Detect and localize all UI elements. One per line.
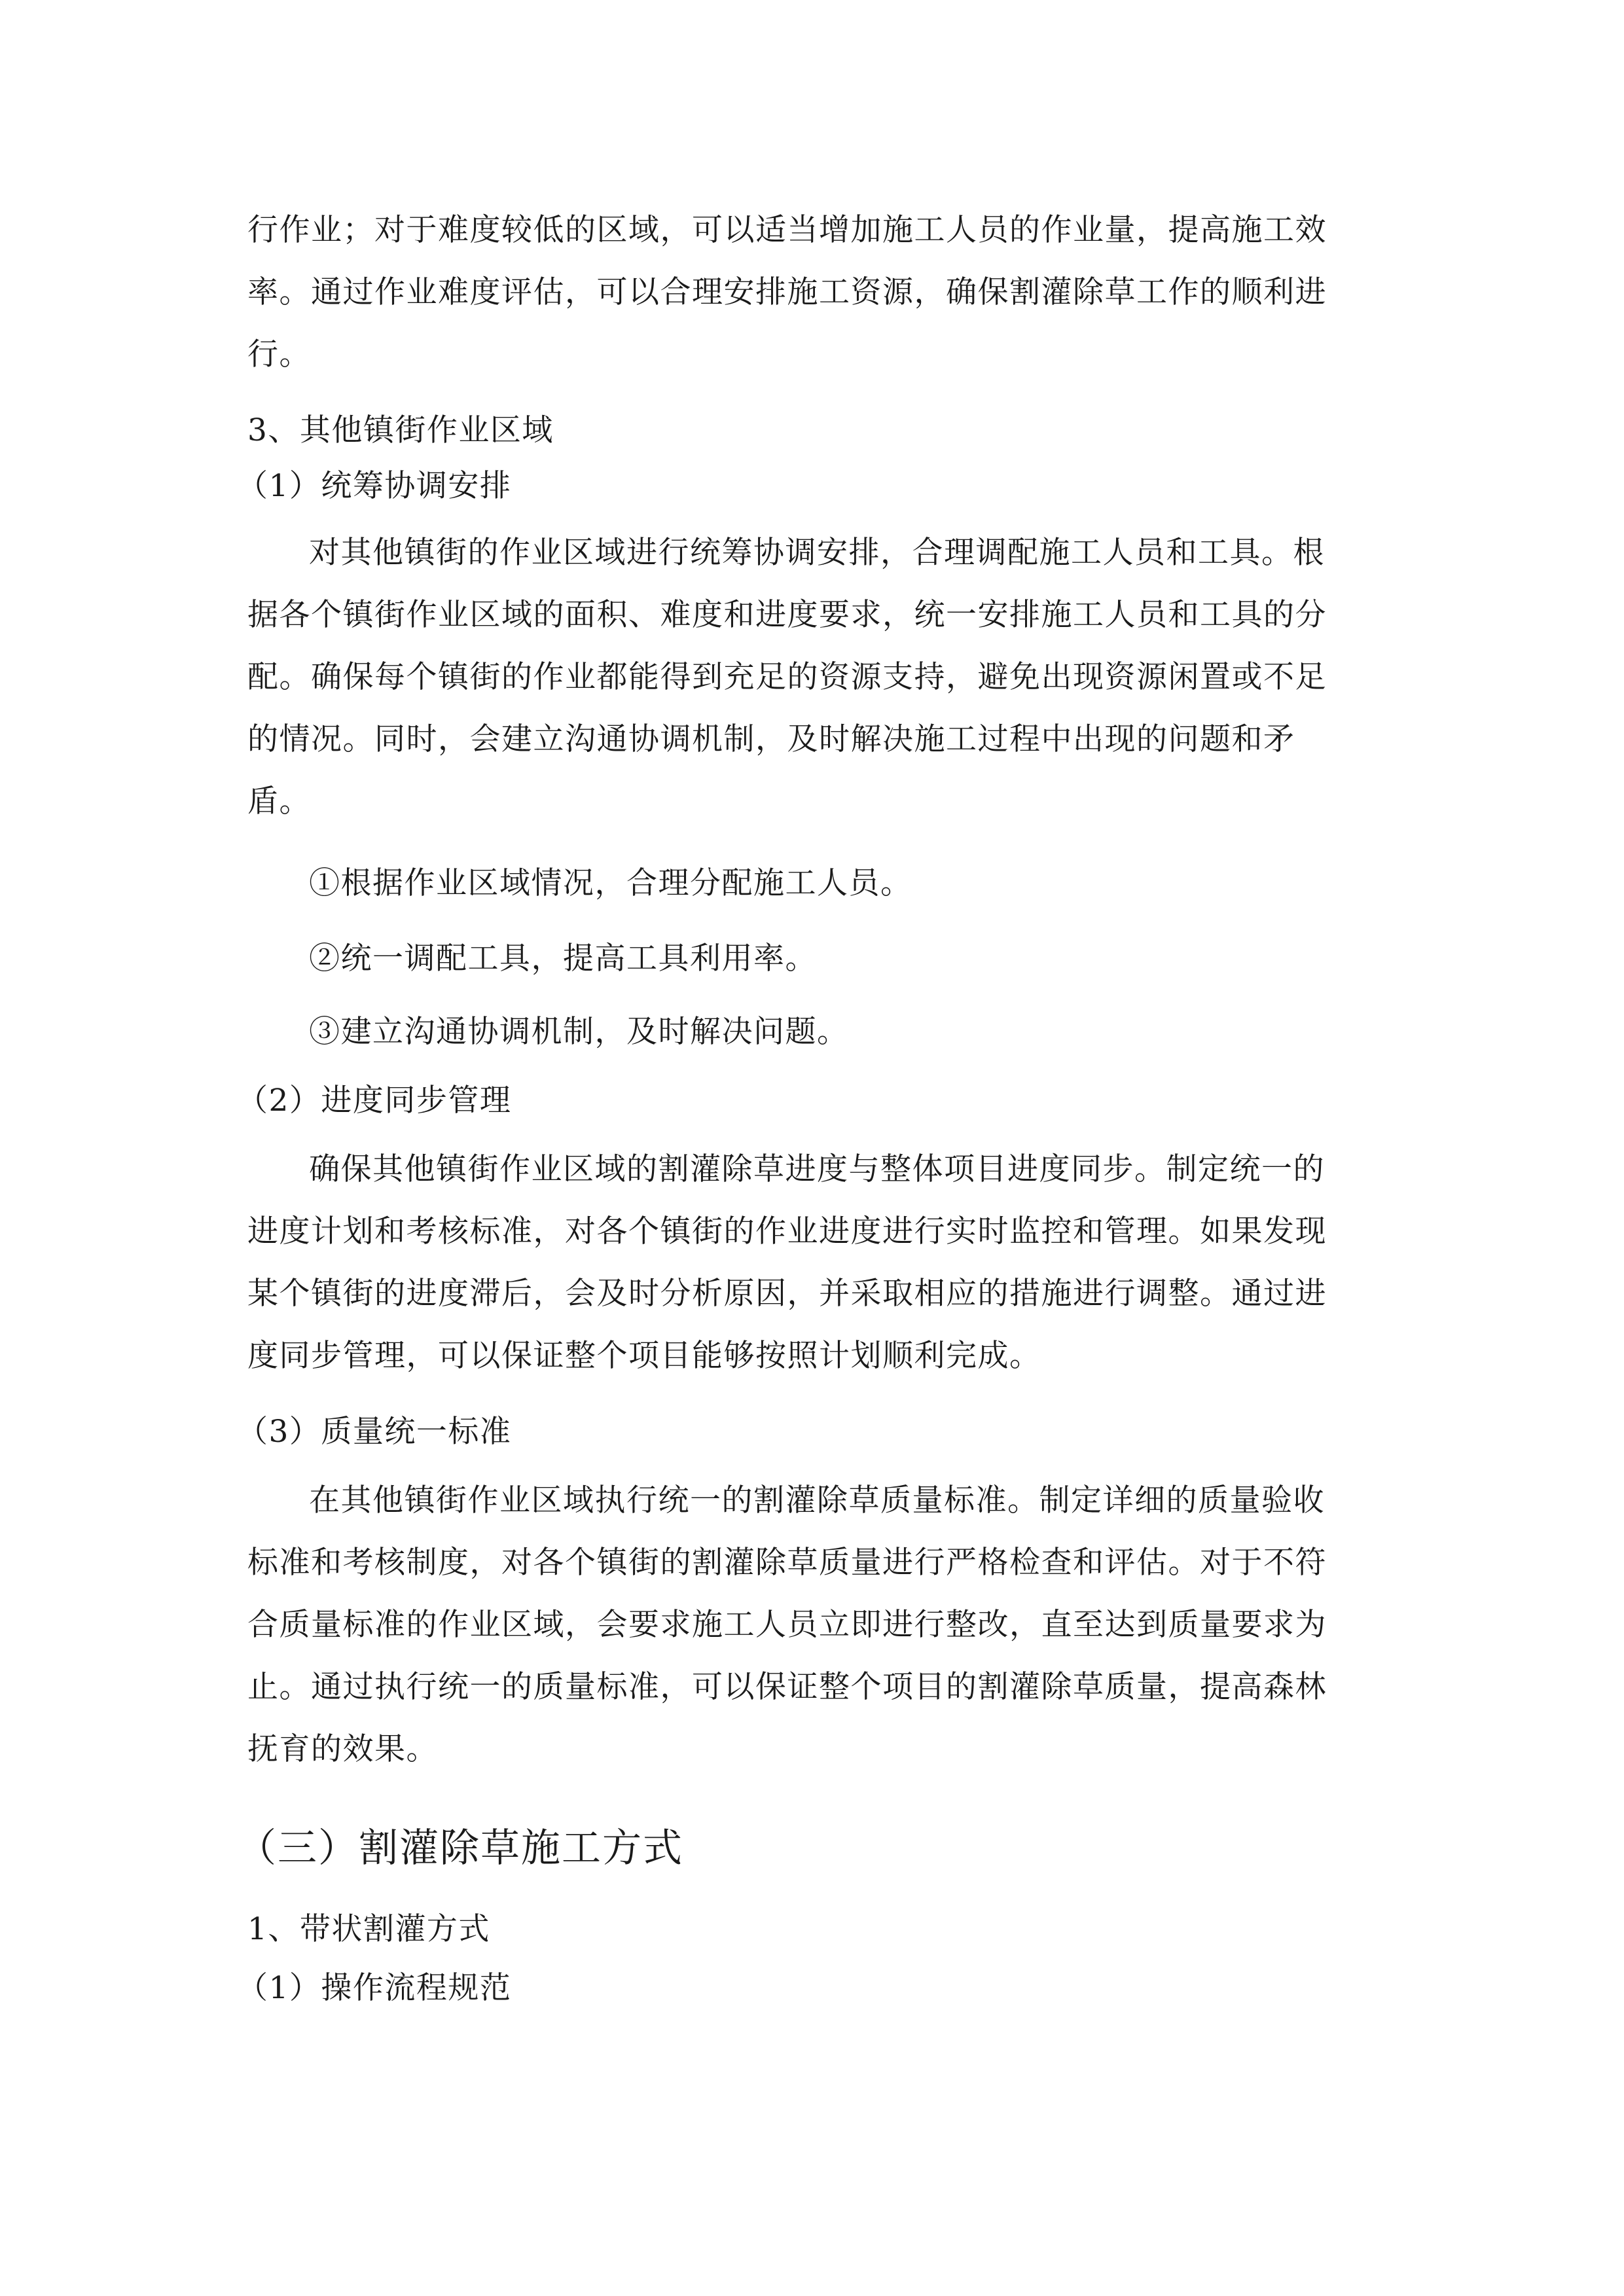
item-heading: （2）进度同步管理 [237,1083,512,1119]
paragraph-line: 止。通过执行统一的质量标准，可以保证整个项目的割灌除草质量，提高森林 [247,1669,1327,1705]
paragraph-line: 的情况。同时，会建立沟通协调机制，及时解决施工过程中出现的问题和矛 [247,721,1295,757]
paragraph-line: 对其他镇街的作业区域进行统筹协调安排，合理调配施工人员和工具。根 [309,535,1325,571]
paragraph-line: 据各个镇街作业区域的面积、难度和进度要求，统一安排施工人员和工具的分 [247,597,1327,633]
paragraph-line: 确保其他镇街作业区域的割灌除草进度与整体项目进度同步。制定统一的 [309,1151,1325,1187]
paragraph-line: 抚育的效果。 [247,1731,438,1767]
item-heading: （3）质量统一标准 [237,1414,512,1450]
paragraph-line: 配。确保每个镇街的作业都能得到充足的资源支持，避免出现资源闲置或不足 [247,659,1327,695]
paragraph-line: 在其他镇街作业区域执行统一的割灌除草质量标准。制定详细的质量验收 [309,1482,1325,1518]
item-heading: （1）统筹协调安排 [237,468,512,504]
item-heading: （1）操作流程规范 [237,1970,512,2006]
paragraph-line: 度同步管理，可以保证整个项目能够按照计划顺利完成。 [247,1338,1041,1374]
paragraph-line: 率。通过作业难度评估，可以合理安排施工资源，确保割灌除草工作的顺利进 [247,274,1327,310]
paragraph-line: 行作业；对于难度较低的区域，可以适当增加施工人员的作业量，提高施工效 [247,212,1327,248]
list-item: ②统一调配工具，提高工具利用率。 [309,941,817,977]
subsection-heading: 1、带状割灌方式 [247,1911,490,1947]
subsection-heading: 3、其他镇街作业区域 [247,412,554,448]
paragraph-line: 行。 [247,336,311,372]
paragraph-line: 进度计划和考核标准，对各个镇街的作业进度进行实时监控和管理。如果发现 [247,1213,1327,1249]
paragraph-line: 盾。 [247,783,311,819]
paragraph-line: 标准和考核制度，对各个镇街的割灌除草质量进行严格检查和评估。对于不符 [247,1545,1327,1581]
paragraph-line: 合质量标准的作业区域，会要求施工人员立即进行整改，直至达到质量要求为 [247,1607,1327,1643]
section-heading: （三）割灌除草施工方式 [237,1825,683,1871]
list-item: ③建立沟通协调机制，及时解决问题。 [309,1014,849,1050]
paragraph-line: 某个镇街的进度滞后，会及时分析原因，并采取相应的措施进行调整。通过进 [247,1276,1327,1312]
list-item: ①根据作业区域情况，合理分配施工人员。 [309,865,912,901]
